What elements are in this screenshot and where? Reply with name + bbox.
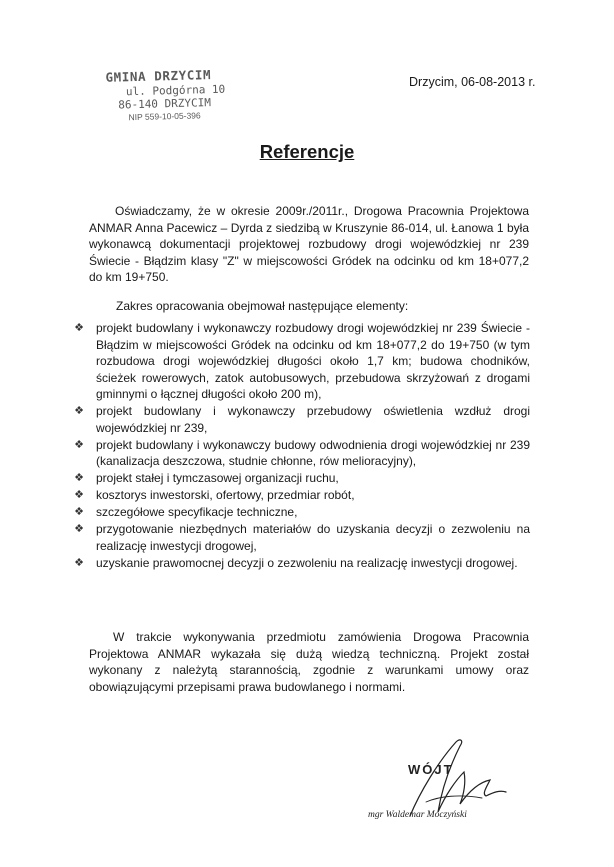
list-item (72, 504, 530, 521)
bullet-diamond-icon: ❖ (74, 523, 84, 535)
bullet-diamond-icon: ❖ (74, 489, 84, 501)
list-item (72, 320, 530, 403)
list-item (72, 403, 530, 436)
scope-item-text: szczegółowe specyfikacje techniczne, (96, 505, 298, 519)
signature-stamp-title: WÓJT (408, 762, 454, 777)
bullet-diamond-icon: ❖ (74, 506, 84, 518)
bullet-diamond-icon: ❖ (74, 438, 84, 451)
stamp-postal-city: 86-140 DRZYCIM (118, 95, 212, 111)
bullet-diamond-icon: ❖ (74, 556, 84, 569)
stamp-street: ul. Podgórna 10 (125, 82, 226, 98)
municipality-stamp (99, 68, 250, 122)
list-item (72, 470, 530, 487)
scope-list (72, 320, 530, 572)
letter-title: Referencje (259, 141, 355, 162)
bullet-diamond-icon: ❖ (74, 405, 84, 417)
signer-name: mgr Waldemar Moczyński (368, 810, 467, 820)
scope-item-text: kosztorys inwestorski, ofertowy, przedmiar robót, (96, 488, 355, 502)
scope-item-text: projekt budowlany i wykonawczy budowy odwodnienia drogi wojewódzkiej nr 239 (kanalizacja deszczowa, studnie chłonne, rów melioracyjny), (96, 437, 530, 468)
scope-item-text: projekt budowlany i wykonawczy rozbudowy drogi wojewódzkiej nr 239 Świecie - Błądzim w miejscowości Gródek na odcinku od km 18+077,2 do 19+750 (w tym rozbudowa drogi wojewódzkiej długości około 1,7 km; budowa chodników, ścieżek rowerowych, zatok autobusowych, przebudowa skrzyżowań z drogami gminnymi o łącznej długości około 200 m), (96, 321, 530, 401)
handwritten-signature (390, 732, 510, 822)
bullet-diamond-icon: ❖ (74, 472, 84, 484)
scope-item-text: przygotowanie niezbędnych materiałów do uzyskania decyzji o zezwoleniu na realizację inwestycji drogowej, (96, 522, 530, 553)
scope-item-text: projekt budowlany i wykonawczy przebudowy oświetlenia wzdłuż drogi wojewódzkiej nr 239, (96, 404, 530, 435)
letter-date: Drzycim, 06-08-2013 r. (409, 75, 536, 89)
list-item (72, 555, 530, 572)
list-item (72, 521, 530, 554)
stamp-municipality-name: GMINA DRZYCIM (105, 67, 212, 85)
scope-item-text: uzyskanie prawomocnej decyzji o zezwoleniu na realizację inwestycji drogowej. (96, 555, 518, 570)
bullet-diamond-icon: ❖ (74, 322, 84, 334)
list-item (72, 437, 530, 470)
list-item (72, 487, 530, 504)
intro-paragraph: Oświadczamy, że w okresie 2009r./2011r., Drogowa Pracownia Projektowa ANMAR Anna Pacewicz – Dyrda z siedzibą w Kruszynie 86-014, ul. Łanowa 1 była wykonawcą dokumentacji projektowej rozbudowy drogi wojewódzkiej nr 239 Świecie - Błądzim klasy "Z" w miejscowości Gródek na odcinku od km 18+077,2 do km 19+750. (89, 204, 529, 284)
closing-paragraph: W trakcie wykonywania przedmiotu zamówienia Drogowa Pracownia Projektowa ANMAR wykazała się dużą wiedzą techniczną. Projekt został wykonany z należytą starannością, zgodnie z warunkami umowy oraz obowiązującymi przepisami prawa budowlanego i normami. (89, 630, 529, 694)
scope-intro: Zakres opracowania obejmował następujące elementy: (116, 299, 409, 313)
stamp-nip: NIP 559-10-05-396 (128, 109, 201, 122)
scope-item-text: projekt stałej i tymczasowej organizacji ruchu, (96, 471, 339, 485)
